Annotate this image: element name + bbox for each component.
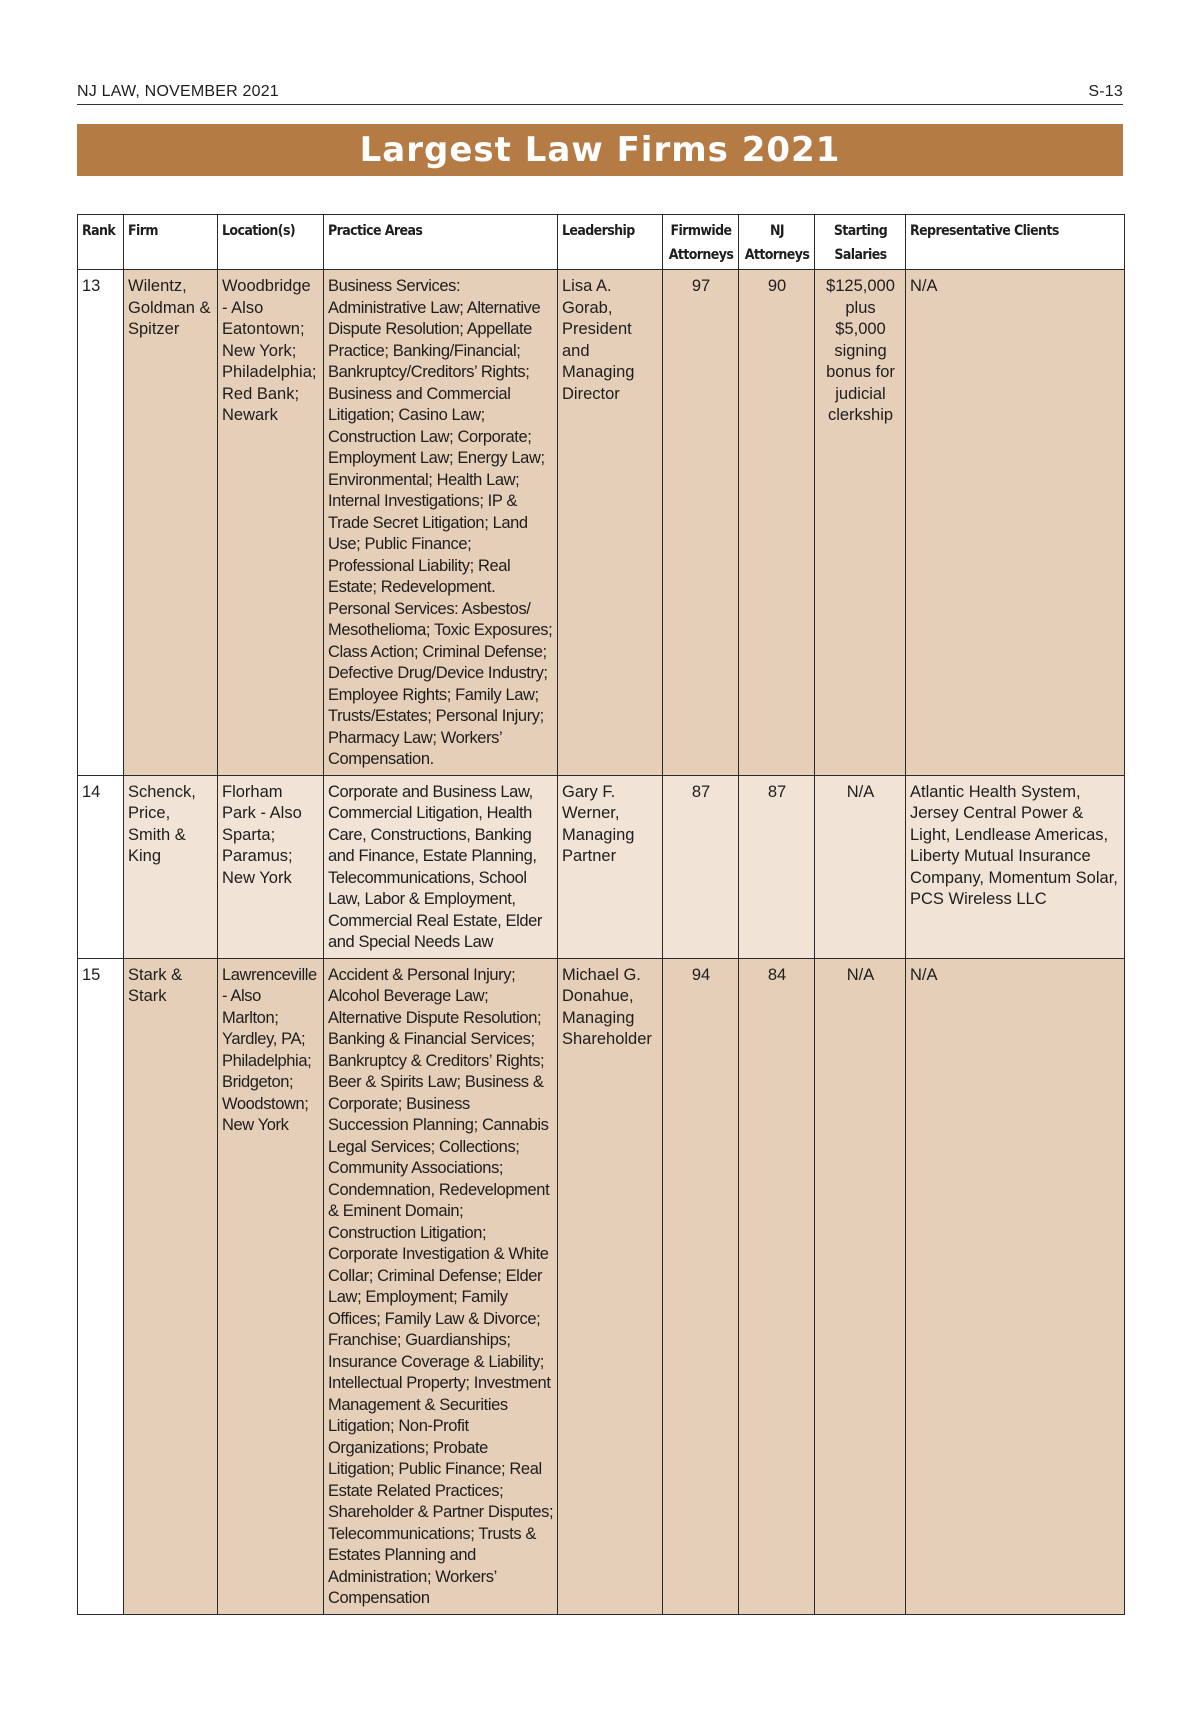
cell-starting-salaries: $125,000 plus $5,000 signing bonus for judicial clerkship (815, 270, 906, 776)
cell-leadership: Lisa A. Gorab, President and Managing Director (558, 270, 663, 776)
cell-representative-clients: N/A (906, 270, 1125, 776)
cell-practice-areas: Business Services: Administrative Law; Alternative Dispute Resolution; Appellate Practice; Banking/Financial; Bankruptcy/Creditors’ Rights; Business and Commercial Litigation; Casino Law; Construction Law; Corporate; Employment Law; Energy Law; Environmental; Health Law; Internal Investigations; IP & Trade Secret Litigation; Land Use; Public Finance; Professional Liability; Real Estate; Redevelopment. Personal Services: Asbestos/ Mesothelioma; Toxic Exposures; Class Action; Criminal Defense; Defective Drug/Device Industry; Employee Rights; Family Law; Trusts/Estates; Personal Injury; Pharmacy Law; Workers’ Compensation. (324, 270, 558, 776)
header-locations: Location(s) (218, 215, 324, 270)
cell-nj-attorneys: 87 (739, 775, 815, 958)
header-leadership: Leadership (558, 215, 663, 270)
table-header-row (78, 215, 1125, 270)
header-starting-salaries: Starting Salaries (815, 215, 906, 270)
publication-issue: NJ LAW, NOVEMBER 2021 (77, 83, 279, 100)
cell-starting-salaries: N/A (815, 775, 906, 958)
header-nj-attorneys: NJ Attorneys (739, 215, 815, 270)
cell-nj-attorneys: 90 (739, 270, 815, 776)
cell-representative-clients: N/A (906, 958, 1125, 1614)
running-head (77, 83, 1123, 105)
cell-rank: 13 (78, 270, 124, 776)
cell-locations: Lawrenceville - Also Marlton; Yardley, PA; Philadelphia; Bridgeton; Woodstown; New York (218, 958, 324, 1614)
header-representative-clients: Representative Clients (906, 215, 1125, 270)
cell-firmwide-attorneys: 97 (663, 270, 739, 776)
cell-nj-attorneys: 84 (739, 958, 815, 1614)
cell-firm: Schenck, Price, Smith & King (124, 775, 218, 958)
page-number: S-13 (1088, 83, 1123, 100)
law-firms-table (77, 214, 1125, 1615)
cell-leadership: Gary F. Werner, Managing Partner (558, 775, 663, 958)
header-firm: Firm (124, 215, 218, 270)
cell-starting-salaries: N/A (815, 958, 906, 1614)
cell-representative-clients: Atlantic Health System, Jersey Central Power & Light, Lendlease Americas, Liberty Mutual Insurance Company, Momentum Solar, PCS Wireless LLC (906, 775, 1125, 958)
cell-locations: Woodbridge - Also Eatontown; New York; Philadelphia; Red Bank; Newark (218, 270, 324, 776)
cell-practice-areas: Corporate and Business Law, Commercial Litigation, Health Care, Constructions, Banking and Finance, Estate Planning, Telecommunications, School Law, Labor & Employment, Commercial Real Estate, Elder and Special Needs Law (324, 775, 558, 958)
cell-firm: Wilentz, Goldman & Spitzer (124, 270, 218, 776)
table-row (78, 270, 1125, 776)
cell-firmwide-attorneys: 87 (663, 775, 739, 958)
cell-firm: Stark & Stark (124, 958, 218, 1614)
cell-locations: Florham Park - Also Sparta; Paramus; New York (218, 775, 324, 958)
table-row (78, 958, 1125, 1614)
cell-leadership: Michael G. Donahue, Managing Shareholder (558, 958, 663, 1614)
header-firmwide-attorneys: Firmwide Attorneys (663, 215, 739, 270)
cell-rank: 15 (78, 958, 124, 1614)
header-rank: Rank (78, 215, 124, 270)
page-title: Largest Law Firms 2021 (77, 124, 1123, 176)
cell-practice-areas: Accident & Personal Injury; Alcohol Beverage Law; Alternative Dispute Resolution; Banking & Financial Services; Bankruptcy & Creditors’ Rights; Beer & Spirits Law; Business & Corporate; Business Succession Planning; Cannabis Legal Services; Collections; Community Associations; Condemnation, Redevelopment & Eminent Domain; Construction Litigation; Corporate Investigation & White Collar; Criminal Defense; Elder Law; Employment; Family Offices; Family Law & Divorce; Franchise; Guardianships; Insurance Coverage & Liability; Intellectual Property; Investment Management & Securities Litigation; Non-Profit Organizations; Probate Litigation; Public Finance; Real Estate Related Practices; Shareholder & Partner Disputes; Telecommunications; Trusts & Estates Planning and Administration; Workers’ Compensation (324, 958, 558, 1614)
cell-rank: 14 (78, 775, 124, 958)
cell-firmwide-attorneys: 94 (663, 958, 739, 1614)
table-row (78, 775, 1125, 958)
header-practice-areas: Practice Areas (324, 215, 558, 270)
